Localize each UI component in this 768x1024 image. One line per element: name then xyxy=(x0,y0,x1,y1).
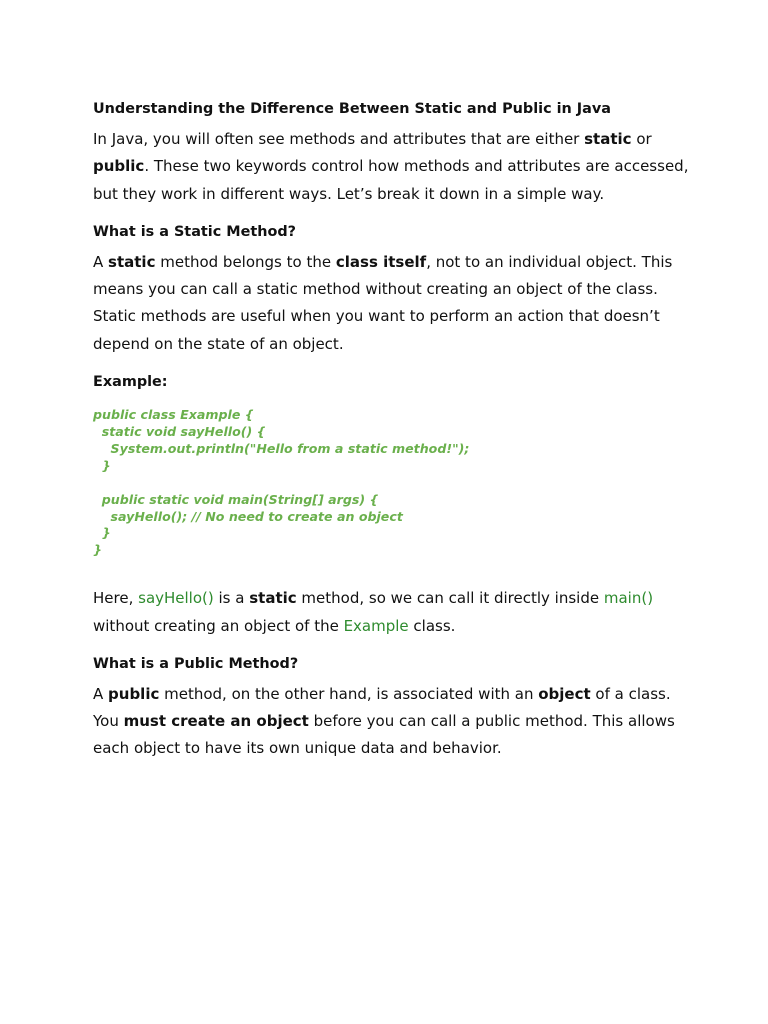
code-line: System.out.println("Hello from a static method!"); xyxy=(93,440,470,456)
static-method-paragraph xyxy=(93,249,693,358)
public-method-paragraph xyxy=(93,681,693,763)
intro-text: . These two keywords control how methods and attributes are accessed, but they work in different ways. Let’s break it down in a simple way. xyxy=(93,157,689,203)
document-title: Understanding the Difference Between Static and Public in Java xyxy=(93,101,611,117)
document-body xyxy=(93,101,693,763)
static-method-heading: What is a Static Method? xyxy=(93,223,296,240)
inline-code-main: main() xyxy=(603,589,654,608)
intro-paragraph xyxy=(93,126,693,208)
here-text: without creating an object of the xyxy=(93,616,344,635)
intro-static-keyword: static xyxy=(584,130,632,148)
here-text: method, so we can call it directly inside xyxy=(296,589,604,608)
must-create-object-emphasis: must create an object xyxy=(123,712,309,731)
code-line: public static void main(String[] args) { xyxy=(93,491,379,507)
static-text: A xyxy=(93,252,109,271)
static-keyword: static xyxy=(249,589,297,608)
object-keyword: object xyxy=(538,684,591,703)
code-line: sayHello(); // No need to create an object xyxy=(93,508,403,524)
intro-public-keyword: public xyxy=(93,157,145,176)
intro-text: or xyxy=(631,130,652,148)
example-label: Example: xyxy=(93,374,168,391)
inline-code-sayhello: sayHello() xyxy=(138,589,214,608)
class-itself-emphasis: class itself xyxy=(335,252,427,271)
public-method-heading: What is a Public Method? xyxy=(93,655,299,672)
here-paragraph xyxy=(93,585,693,640)
static-text: , not to an individual object. This means you can call a static method without creating an object of the class. Static methods are useful when you want to perform an action that doesn’t depend on the state of an object. xyxy=(93,252,673,353)
public-text: A xyxy=(93,684,109,703)
code-line: } xyxy=(93,542,102,558)
public-text: before you can call a public method. This allows each object to have its own unique data and behavior. xyxy=(93,712,675,758)
static-text: method belongs to the xyxy=(155,252,336,271)
code-line: } xyxy=(93,457,111,473)
here-text: Here, xyxy=(93,589,139,608)
public-keyword: public xyxy=(108,684,160,703)
public-text: of a class. You xyxy=(93,684,671,731)
here-text: is a xyxy=(213,589,250,608)
static-keyword: static xyxy=(108,252,156,271)
code-block xyxy=(93,407,693,559)
here-text: class. xyxy=(408,616,456,635)
code-line: static void sayHello() { xyxy=(93,423,266,439)
inline-code-example: Example xyxy=(343,616,409,635)
code-line: public class Example { xyxy=(93,407,254,423)
intro-text: In Java, you will often see methods and attributes that are either xyxy=(93,130,585,148)
code-line: } xyxy=(93,525,111,541)
public-text: method, on the other hand, is associated with an xyxy=(159,684,539,703)
